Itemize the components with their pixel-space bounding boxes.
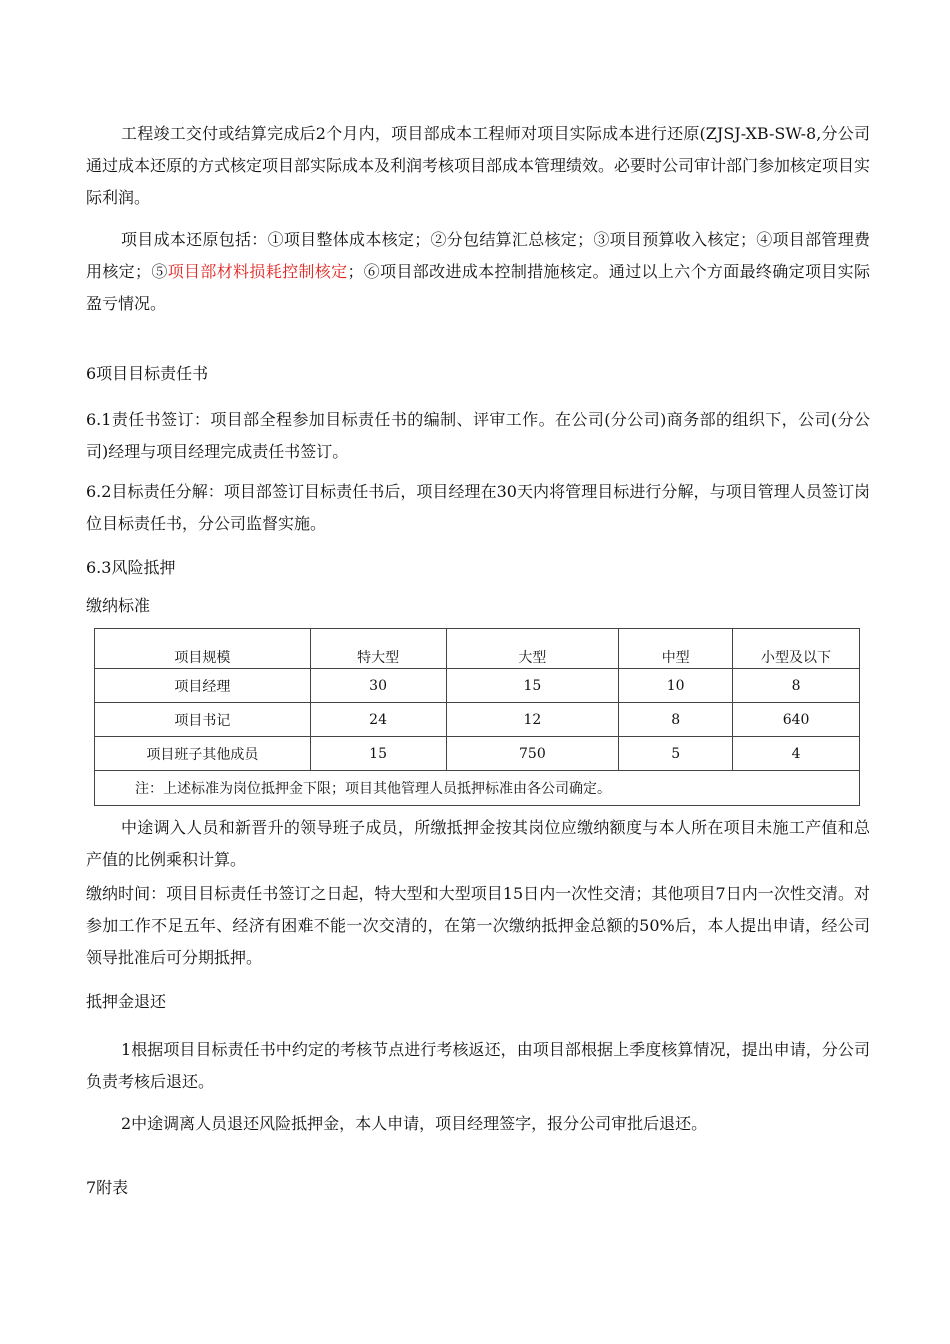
header-cell: 小型及以下 [733,629,860,669]
items-text-after: ；⑥项目部改进成本控制措施核定。通过以上六个方面最终确定项目实际盈亏情况。 [86,262,870,313]
fee-standard-table [94,628,860,806]
table-cell: 15 [310,737,446,771]
table-cell: 24 [310,703,446,737]
table-row [95,669,860,703]
cost-restore-items-paragraph [86,224,870,320]
table-cell: 750 [446,737,619,771]
mid-term-transfer-paragraph: 中途调入人员和新晋升的领导班子成员，所缴抵押金按其岗位应缴纳额度与本人所在项目未施工产值和总产值的比例乘积计算。 [86,818,870,869]
cost-restore-paragraph: 工程竣工交付或结算完成后2个月内，项目部成本工程师对项目实际成本进行还原(ZJSJ-XB-SW-8,分公司通过成本还原的方式核定项目部实际成本及利润考核项目部成本管理绩效。必要时公司审计部门参加核定项目实际利润。 [86,124,871,207]
section-6-1-paragraph: 6.1责任书签订：项目部全程参加目标责任书的编制、评审工作。在公司(分公司)商务部的组织下，公司(分公司)经理与项目经理完成责任书签订。 [86,410,870,461]
header-cell: 中型 [619,629,733,669]
table-cell: 10 [619,669,733,703]
table-cell: 8 [619,703,733,737]
items-text-before: 项目成本还原包括：①项目整体成本核定；②分包结算汇总核定；③项目预算收入核定；④项目部管理费用核定；⑤ [86,230,870,281]
payment-time-paragraph: 缴纳时间：项目目标责任书签订之日起，特大型和大型项目15日内一次性交清；其他项目7日内一次性交清。对参加工作不足五年、经济有困难不能一次交清的，在第一次缴纳抵押金总额的50%后，本人提出申请，经公司领导批准后可分期抵押。 [86,884,870,967]
table-cell: 5 [619,737,733,771]
table-note: 注：上述标准为岗位抵押金下限；项目其他管理人员抵押标准由各公司确定。 [95,771,860,806]
table-row [95,703,860,737]
refund-item-2: 2中途调离人员退还风险抵押金，本人申请，项目经理签字，报分公司审批后退还。 [121,1114,708,1133]
section-6-heading: 6项目目标责任书 [86,364,209,383]
refund-item-1: 1根据项目目标责任书中约定的考核节点进行考核返还，由项目部根据上季度核算情况，提出申请，分公司负责考核后退还。 [86,1040,870,1091]
table-header-row [95,629,860,669]
section-6-3-heading: 6.3风险抵押 [86,558,176,577]
table-cell: 8 [733,669,860,703]
section-6-2-paragraph: 6.2目标责任分解：项目部签订目标责任书后，项目经理在30天内将管理目标进行分解，与项目管理人员签订岗位目标责任书，分公司监督实施。 [86,482,870,533]
header-cell: 项目规模 [95,629,311,669]
table-cell: 15 [446,669,619,703]
table-note-row [95,771,860,806]
highlighted-item: 项目部材料损耗控制核定 [167,262,348,281]
table-cell: 4 [733,737,860,771]
table-cell: 项目班子其他成员 [95,737,311,771]
section-7-heading: 7附表 [86,1178,129,1197]
table-cell: 项目书记 [95,703,311,737]
table-cell: 12 [446,703,619,737]
header-cell: 大型 [446,629,619,669]
table-cell: 项目经理 [95,669,311,703]
fee-table-caption: 缴纳标准 [86,596,151,615]
header-cell: 特大型 [310,629,446,669]
table-cell: 30 [310,669,446,703]
table-cell: 640 [733,703,860,737]
table-row [95,737,860,771]
refund-heading: 抵押金退还 [86,992,167,1011]
